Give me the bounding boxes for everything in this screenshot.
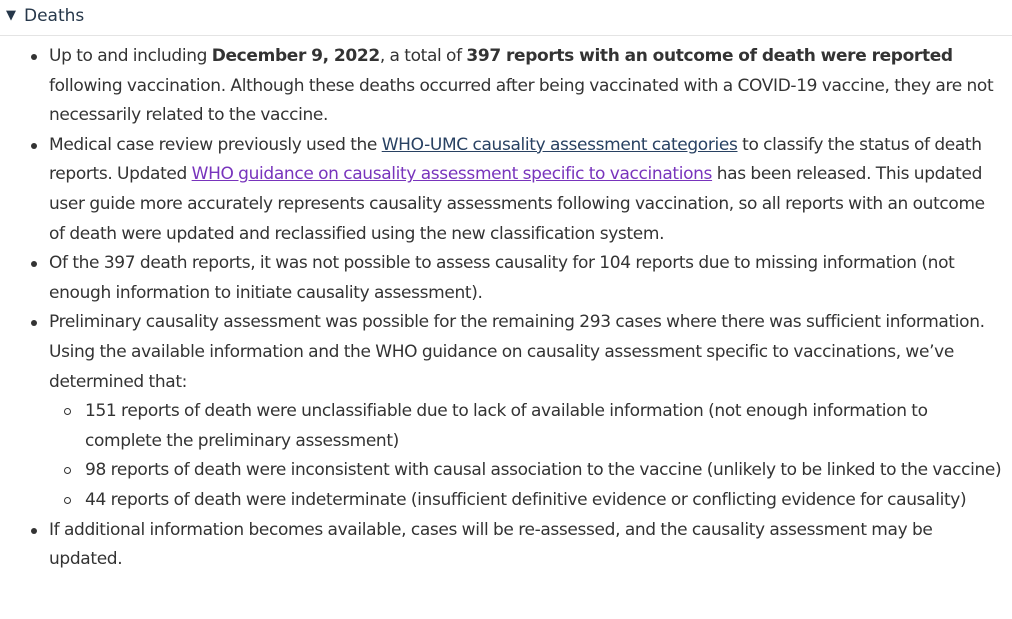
section-title: Deaths bbox=[24, 6, 85, 26]
list-item-reports-total bbox=[0, 42, 1010, 131]
assessment-results-list bbox=[49, 397, 1002, 515]
text-segment: to classify the status of death reports. Updated bbox=[49, 134, 982, 185]
deaths-details-toggle[interactable] bbox=[0, 0, 1012, 36]
sub-list-item-unclassifiable: 151 reports of death were unclassifiable due to lack of available information (not enough information to complete the preliminary assessment) bbox=[49, 397, 1002, 456]
sub-list-item-indeterminate: 44 reports of death were indeterminate (insufficient definitive evidence or conflicting evidence for causality) bbox=[49, 486, 1002, 516]
list-item-case-review bbox=[0, 131, 1010, 249]
expanded-triangle-icon: ▼ bbox=[6, 8, 16, 23]
death-report-count: 397 reports with an outcome of death were reported bbox=[466, 46, 953, 66]
who-guidance-link[interactable]: WHO guidance on causality assessment specific to vaccinations bbox=[191, 164, 713, 185]
text-segment: following vaccination. Although these deaths occurred after being vaccinated with a COVID-19 vaccine, they are not necessarily related to the vaccine. bbox=[49, 75, 994, 126]
list-item-missing-information bbox=[0, 249, 1010, 308]
text-segment: , a total of bbox=[379, 46, 467, 66]
who-umc-categories-link[interactable]: WHO-UMC causality assessment categories bbox=[381, 134, 738, 155]
text-segment: If additional information becomes available, cases will be re-assessed, and the causality assessment may be updated. bbox=[49, 519, 933, 570]
text-segment: Preliminary causality assessment was possible for the remaining 293 cases where there was sufficient information. Using the available information and the WHO guidance on causality assessment specific to vaccinations, we’ve determined that: bbox=[49, 312, 985, 392]
report-date: December 9, 2022 bbox=[211, 46, 380, 66]
text-segment: Of the 397 death reports, it was not possible to assess causality for 104 reports due to missing information (not enough information to initiate causality assessment). bbox=[49, 253, 955, 303]
list-item-reassessment bbox=[0, 516, 1010, 575]
sub-list-item-inconsistent: 98 reports of death were inconsistent with causal association to the vaccine (unlikely to be linked to the vaccine) bbox=[49, 456, 1002, 486]
deaths-details-list bbox=[0, 42, 1010, 575]
text-segment: Medical case review previously used the bbox=[49, 134, 382, 155]
text-segment: has been released. This updated user guide more accurately represents causality assessments following vaccination, so all reports with an outcome of death were updated and reclassified using the new classification system. bbox=[49, 164, 985, 244]
list-item-preliminary-assessment bbox=[0, 308, 1010, 515]
text-segment: Up to and including bbox=[49, 46, 212, 66]
